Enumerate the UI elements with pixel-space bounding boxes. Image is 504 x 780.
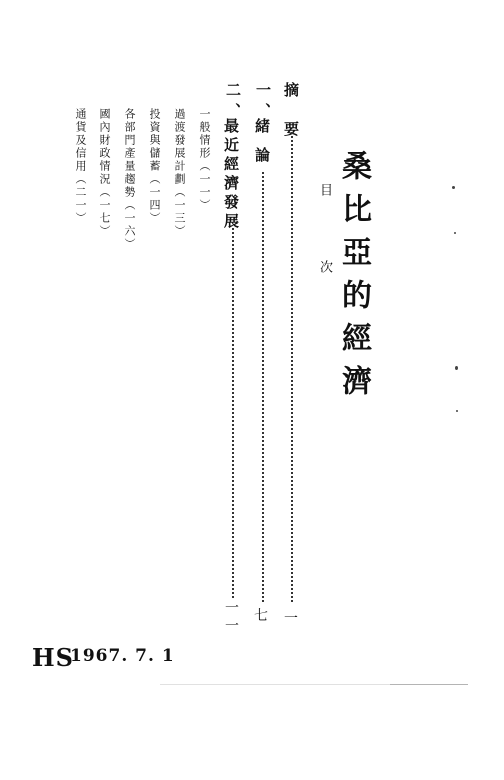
toc-subentry-transition-plan: 過渡發展計劃（一三） [173,108,186,238]
scan-speck [454,232,456,234]
toc-page-intro: 七 [254,608,268,624]
toc-heading-ci: 次 [317,260,332,278]
toc-subentry-sector-output: 各部門產量趨勢（一六） [123,108,136,251]
handwritten-annotation-date: 1967. 7. 1 [70,646,175,666]
toc-entry-numeral-2: 二、 [224,82,242,124]
toc-subentry-general: 一般情形（一一） [198,108,211,212]
toc-page-summary: 一 [284,611,298,627]
scan-speck [452,186,455,189]
toc-entry-summary: 摘要 [282,82,300,160]
toc-leader-intro [262,172,264,602]
toc-leader-recent-development [232,228,234,598]
toc-leader-summary [291,132,293,602]
toc-subentry-investment-savings: 投資與儲蓄（一四） [148,108,161,225]
document-title: 桑比亞的經濟 [336,150,371,408]
scan-rule [390,684,468,685]
toc-subentry-currency-credit: 通貨及信用（二一） [74,108,87,225]
toc-subentry-domestic-finance: 國內財政情況（一七） [98,108,111,238]
toc-entry-numeral-1: 一、 [254,82,272,124]
scan-speck [455,366,458,370]
toc-entry-recent-development: 最近經濟發展 [222,118,240,232]
toc-heading-mu: 目 [317,183,332,201]
scan-speck [456,410,458,412]
toc-entry-intro: 緒論 [253,118,271,176]
toc-page-recent-development: 一一 [223,600,239,636]
handwritten-annotation-prefix: HS [32,643,75,672]
